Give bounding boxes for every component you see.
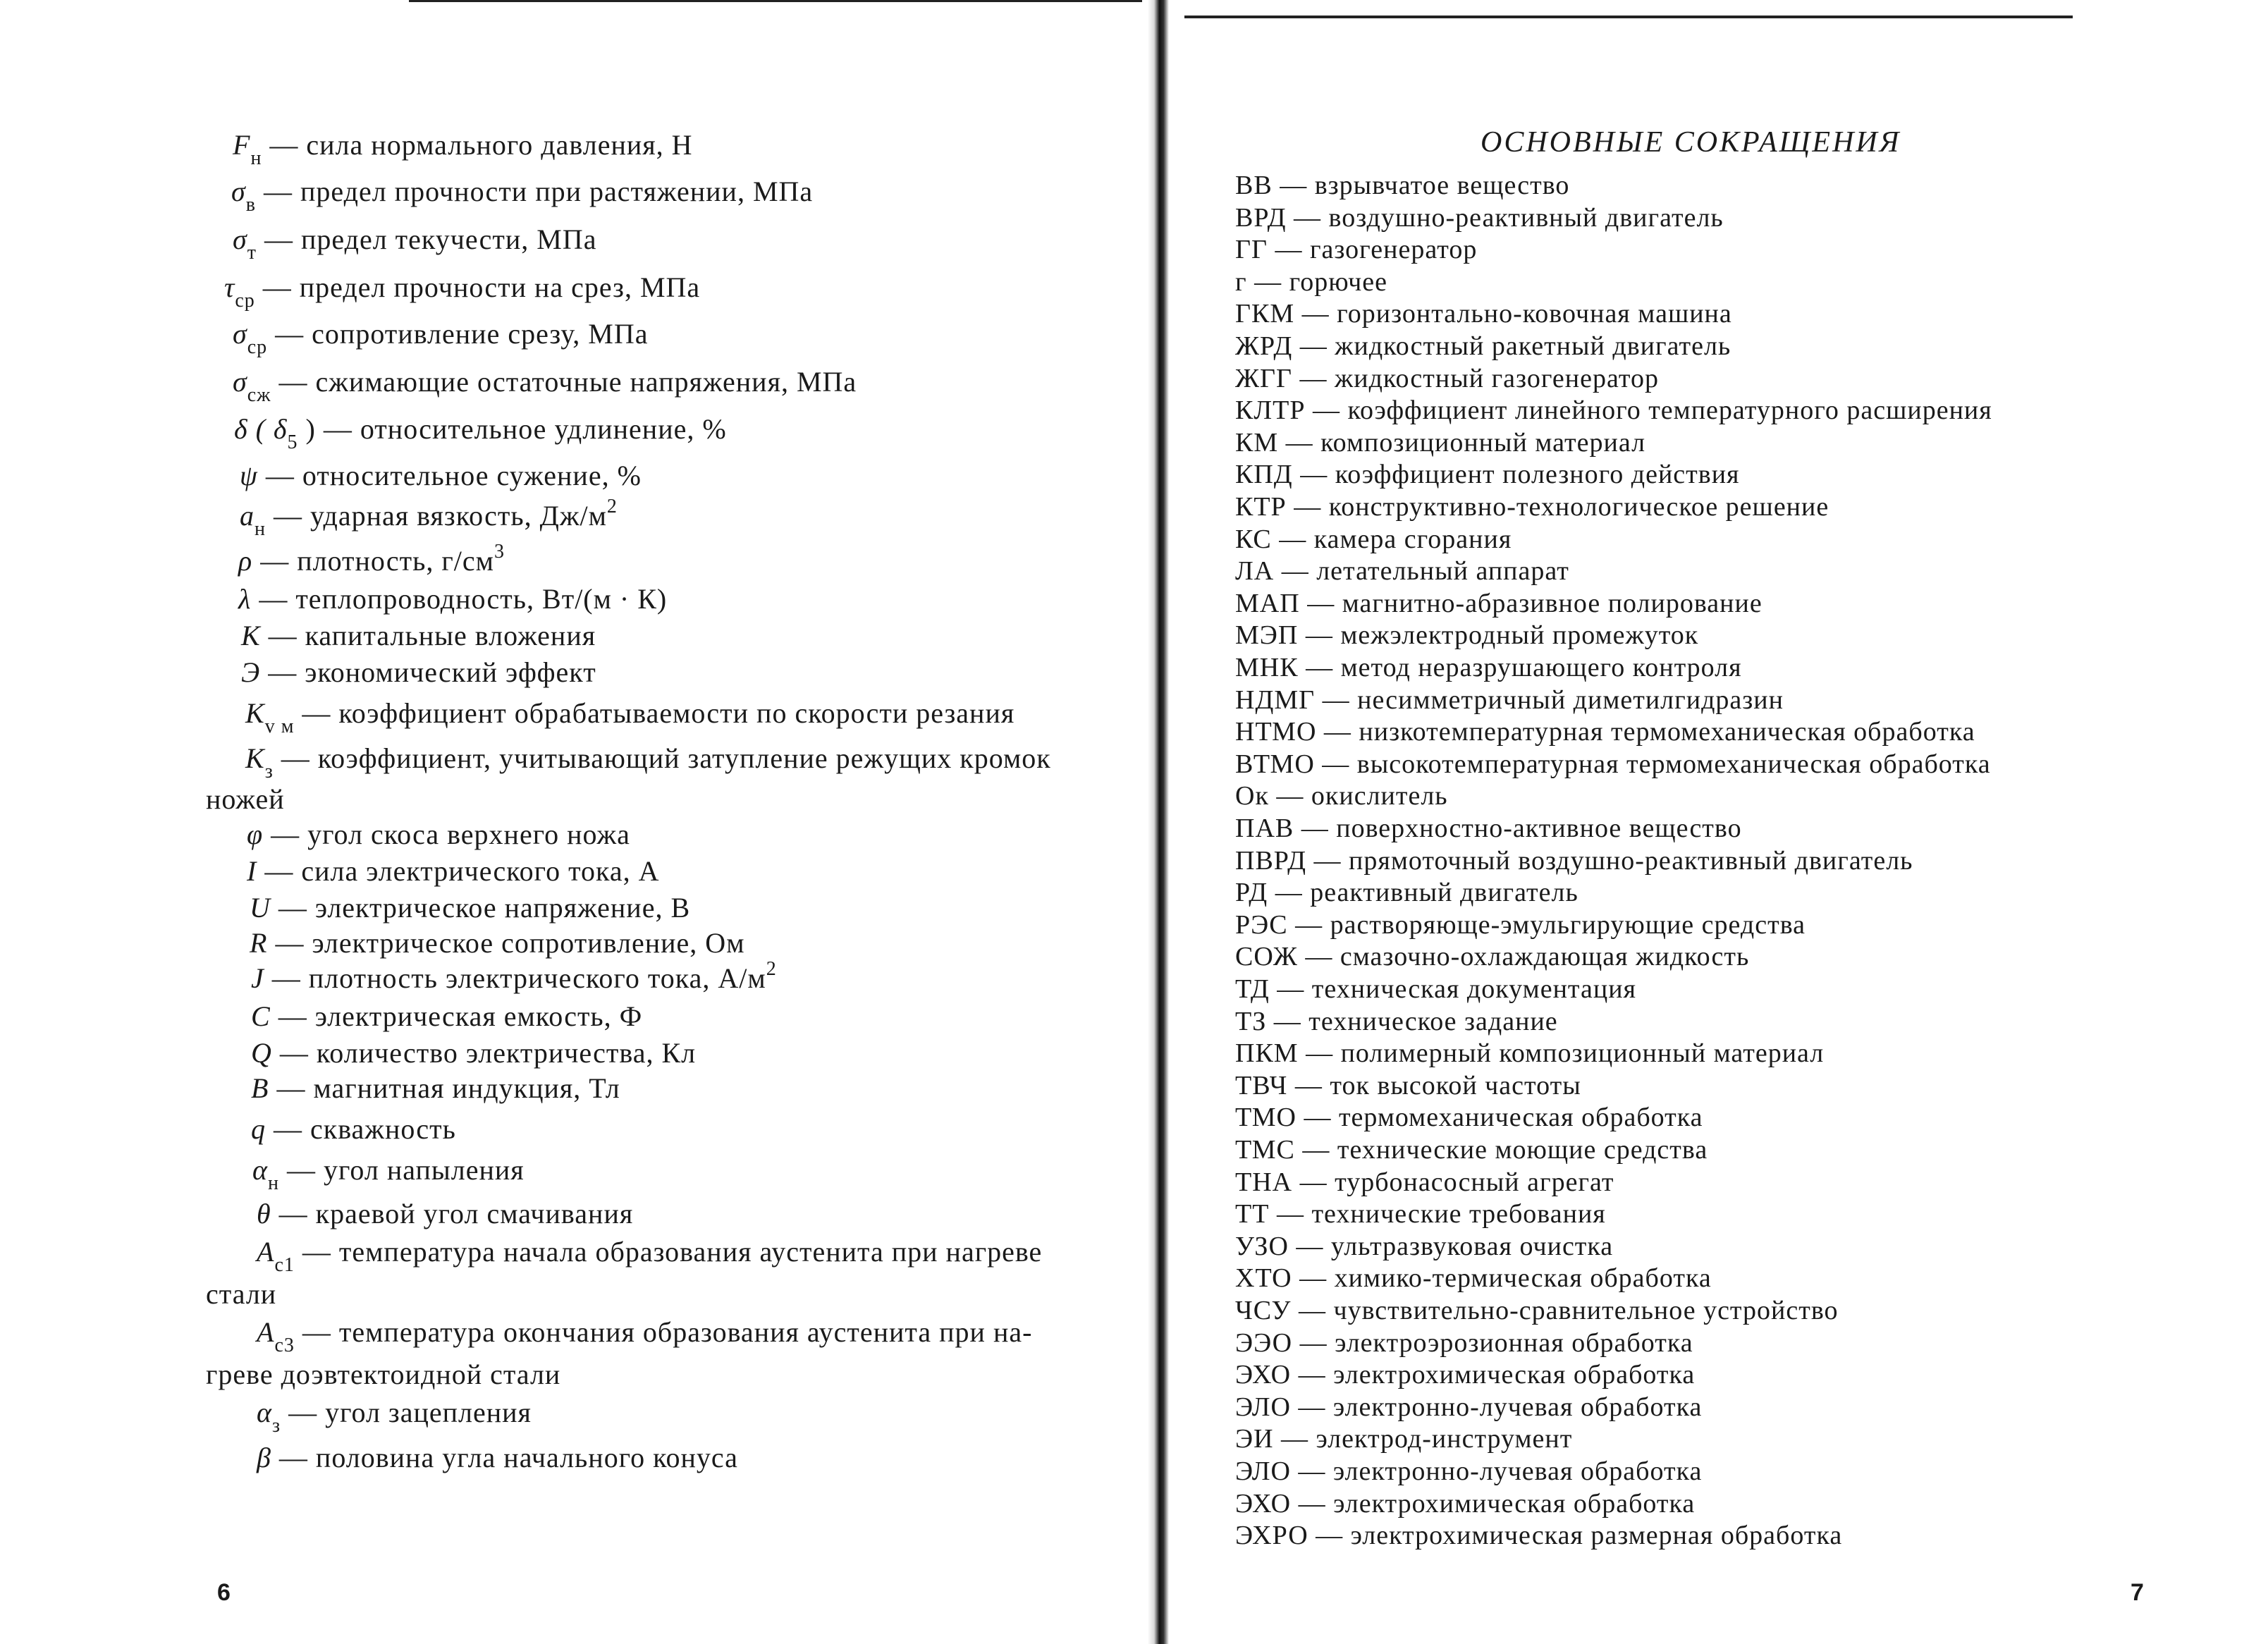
abbreviation-definition: взрывчатое вещество [1314,171,1570,200]
dash: — [1269,974,1312,1004]
symbol-description: ножей [206,783,285,815]
abbreviation-item [1235,523,1512,556]
symbol: B [251,1072,269,1104]
abbreviation-item [1235,651,1742,684]
abbreviation-term: ВВ [1235,171,1273,200]
abbreviation-definition: электрохимическая обработка [1333,1360,1696,1390]
abbreviation-item [1235,716,1975,748]
symbol: К [241,620,261,651]
abbreviation-term: ПКМ [1235,1038,1299,1069]
dash: — [1287,909,1330,940]
dash: — [1266,1006,1309,1036]
abbreviation-term: ТНА [1235,1167,1293,1197]
symbol-description: греве доэвтектоидной стали [206,1358,561,1390]
symbol-description: — температура начала образования аустенита при нагреве [294,1236,1043,1268]
abbreviation-term: ТТ [1235,1199,1270,1229]
symbol: C [251,1000,271,1032]
symbol-description: — теплопроводность, Вт/(м · К) [251,583,668,615]
symbol: α [257,1397,272,1428]
dash: — [1268,878,1311,908]
symbol-line [251,958,777,999]
dash: — [1296,1103,1339,1133]
abbreviation-definition: высокотемпературная термомеханическая обработка [1356,749,1991,779]
dash: — [1286,492,1329,522]
symbol-line [224,271,701,312]
page-number-left: 6 [217,1579,231,1606]
abbreviation-definition: жидкостный газогенератор [1335,363,1659,393]
dash: — [1294,814,1337,843]
symbol-description: — предел прочности при растяжении, МПа [255,176,814,207]
abbreviation-term: МНК [1235,653,1299,682]
abbreviation-item [1235,940,1749,973]
dash: — [1269,1199,1312,1229]
symbol-subscript: ср [235,290,255,312]
abbreviation-definition: конструктивно-технологическое решение [1328,492,1829,522]
symbol: β [257,1442,271,1473]
symbol-description: — сила электрического тока, А [257,855,660,887]
abbreviation-definition: магнитно-абразивное полирование [1342,588,1763,618]
abbreviation-term: СОЖ [1235,942,1298,972]
abbreviation-item [1235,876,1579,909]
abbreviation-item [1235,491,1829,523]
abbreviation-item [1235,1134,1708,1166]
abbreviation-term: ЧСУ [1235,1296,1292,1325]
symbol-line [240,496,618,540]
symbol: I [247,855,257,887]
dash: — [1292,331,1335,361]
abbreviation-definition: коэффициент полезного действия [1335,460,1740,490]
abbreviation-term: ПАВ [1235,814,1294,843]
symbol: λ [238,583,252,615]
abbreviation-definition: электрохимическая размерная обработка [1350,1521,1843,1551]
symbol-description: — коэффициент, учитывающий затупление режущих кромок [273,742,1051,774]
abbreviation-term: ВРД [1235,202,1287,233]
symbol: А [257,1316,275,1348]
abbreviation-item [1235,1294,1839,1327]
dash: — [1288,1231,1331,1261]
unit-superscript: 3 [494,541,505,563]
abbreviation-item [1235,1005,1558,1038]
symbol-description: — половина угла начального конуса [271,1442,738,1473]
abbreviation-term: МАП [1235,588,1300,618]
symbol-line [241,656,596,689]
abbreviation-term: ПВРД [1235,845,1306,876]
symbol-line [206,1358,560,1392]
abbreviation-term: ЛА [1235,556,1275,587]
symbol-line [238,541,505,582]
abbreviation-definition: межэлектродный промежуток [1340,620,1699,651]
symbol-subscript: з [264,761,274,783]
abbreviation-term: ТЗ [1235,1006,1267,1036]
dash: — [1267,235,1310,265]
symbol-line [234,412,727,453]
abbreviation-term: КПД [1235,460,1293,490]
symbol-line [251,1000,642,1033]
symbol-subscript: т [247,242,257,264]
symbol-line [257,1197,633,1231]
symbol-line [233,317,649,358]
abbreviation-definition: термомеханическая обработка [1338,1103,1703,1133]
dash: — [1278,427,1321,458]
dash: — [1286,202,1329,233]
abbreviation-term: КМ [1235,427,1279,458]
abbreviation-item [1235,748,1991,780]
abbreviation-definition: метод неразрушающего контроля [1340,653,1742,682]
symbol: K [245,697,265,729]
abbreviation-item [1235,1423,1572,1455]
abbreviation-item [1235,458,1740,491]
symbol: q [251,1113,266,1145]
abbreviation-term: МЭП [1235,620,1299,651]
symbol-line [231,175,814,216]
abbreviation-item [1235,427,1645,459]
dash: — [1316,717,1359,747]
abbreviation-definition: электронно-лучевая обработка [1332,1456,1703,1486]
abbreviation-term: ЭЭО [1235,1327,1293,1358]
symbol: a [240,500,255,532]
abbreviation-term: ТМС [1235,1135,1295,1165]
dash: — [1291,1488,1334,1519]
symbol-description: — сжимающие остаточные напряжения, МПа [271,366,857,398]
abbreviation-item [1235,909,1806,941]
symbol-line [245,697,1015,737]
symbol-subscript: н [255,518,266,540]
abbreviation-definition: поверхностно-активное вещество [1336,814,1742,843]
dash: — [1291,1360,1334,1390]
dash: — [1291,1296,1334,1325]
abbreviation-item [1235,1166,1614,1198]
symbol-description: — угол зацепления [281,1397,532,1428]
symbol-description: — краевой угол смачивания [271,1198,634,1229]
symbol-description: — электрическое напряжение, В [270,892,691,924]
symbol: σ [233,318,247,350]
abbreviation-term: Ок [1235,781,1269,811]
dash: — [1287,1070,1330,1100]
dash: — [1292,1327,1335,1358]
symbol-line [257,1315,1033,1356]
abbreviation-term: ГКМ [1235,299,1295,329]
symbol-line [257,1235,1043,1276]
symbol-line [240,459,642,493]
dash: — [1306,845,1349,876]
symbol: σ [233,366,247,398]
abbreviation-term: НДМГ [1235,685,1316,715]
abbreviation-definition: полимерный композиционный материал [1340,1038,1825,1069]
abbreviation-definition: летательный аппарат [1316,556,1569,587]
abbreviation-definition: ток высокой частоты [1330,1070,1581,1100]
symbol: ρ [238,545,253,577]
abbreviation-definition: прямоточный воздушно-реактивный двигатель [1349,845,1913,876]
abbreviation-definition: несимметричный диметилгидразин [1357,685,1784,715]
dash: — [1305,395,1348,426]
abbreviation-definition: техническое задание [1308,1006,1558,1036]
abbreviation-term: ЭХО [1235,1360,1292,1390]
dash: — [1294,1135,1337,1165]
abbreviation-term: ЖГГ [1235,363,1292,393]
abbreviation-definition: электронно-лучевая обработка [1332,1392,1703,1422]
abbreviation-item [1235,266,1387,298]
abbreviation-item [1235,233,1477,266]
abbreviation-item [1235,1455,1702,1487]
dash: — [1298,1038,1341,1069]
symbol-description: — относительное сужение, % [257,460,642,491]
abbreviation-definition: смазочно-охлаждающая жидкость [1340,942,1750,972]
symbol-subscript: с3 [274,1335,295,1356]
abbreviation-item [1235,1198,1606,1230]
dash: — [1292,1263,1335,1294]
symbol: α [252,1154,268,1186]
symbol: F [233,129,251,161]
abbreviation-definition: чувствительно-сравнительное устройство [1333,1296,1839,1325]
symbol-description: — сила нормального давления, Н [262,129,693,161]
abbreviation-definition: технические требования [1311,1199,1606,1229]
symbol-description: — капитальные вложения [260,620,596,651]
abbreviation-definition: реактивный двигатель [1310,878,1579,908]
dash: — [1298,620,1341,651]
abbreviation-definition: растворяюще-эмульгирующие средства [1330,909,1806,940]
abbreviation-definition: горизонтально-ковочная машина [1337,299,1732,329]
symbol-description: — сопротивление срезу, МПа [267,318,649,350]
symbol-line [247,854,660,888]
dash: — [1315,685,1358,715]
dash: — [1290,1392,1333,1422]
symbol: ψ [240,460,258,491]
abbreviation-item [1235,587,1763,620]
abbreviation-item [1235,1037,1824,1069]
symbol-line [251,1072,620,1105]
dash: — [1299,588,1342,618]
abbreviation-definition: турбонасосный агрегат [1335,1167,1614,1197]
abbreviation-term: ГГ [1235,235,1268,265]
abbreviation-item [1235,169,1569,202]
dash: — [1274,556,1317,587]
symbol: Q [251,1037,272,1069]
abbreviation-term: ТМО [1235,1103,1297,1133]
abbreviation-item [1235,202,1724,234]
abbreviation-definition: техническая документация [1311,974,1637,1004]
unit-superscript: 2 [766,958,777,980]
abbreviation-definition: ультразвуковая очистка [1330,1231,1614,1261]
page-title: ОСНОВНЫЕ СОКРАЩЕНИЯ [1481,126,1901,159]
symbol-line [250,891,690,925]
symbol-line [251,1112,456,1146]
symbol-subscript: ср [247,336,268,358]
abbreviation-item [1235,1230,1613,1263]
symbol: А [257,1236,275,1268]
symbol-line [257,1396,532,1437]
symbol-line [241,619,596,653]
symbol-description: — электрическое сопротивление, Ом [267,927,745,959]
abbreviation-definition: горючее [1289,266,1388,297]
abbreviation-item [1235,555,1569,587]
symbol-description: ) — относительное удлинение, % [298,413,727,445]
symbol-line [233,365,857,406]
symbol-line [238,582,667,616]
abbreviation-item [1235,684,1784,716]
symbol-description: — ударная вязкость, Дж/м [265,500,607,532]
symbol-subscript: 5 [287,431,298,453]
abbreviation-definition: газогенератор [1309,235,1478,265]
symbol-description: — экономический эффект [260,656,596,688]
abbreviation-term: ЭЛО [1235,1456,1291,1486]
symbol: θ [257,1198,271,1229]
dash: — [1292,460,1335,490]
abbreviation-definition: композиционный материал [1320,427,1646,458]
symbol-description: — скважность [266,1113,456,1145]
symbol-description: — электрическая емкость, Ф [270,1000,643,1032]
symbol-subscript: н [250,147,262,169]
abbreviation-definition: жидкостный ракетный двигатель [1335,331,1731,361]
abbreviation-item [1235,812,1742,845]
dash: — [1268,781,1311,811]
dash: — [1271,524,1314,554]
abbreviation-item [1235,1519,1842,1552]
symbol-line [233,128,693,169]
symbol-line [252,1153,525,1194]
symbol-description: — коэффициент обрабатываемости по скорости резания [294,697,1015,729]
symbol: U [250,892,271,924]
dash: — [1297,942,1340,972]
abbreviation-item [1235,845,1913,877]
dash: — [1246,266,1289,297]
abbreviation-item [1235,973,1636,1005]
symbol: J [251,962,264,994]
symbol-subscript: v м [264,716,295,737]
symbol-description: — температура окончания образования аустенита при на- [294,1316,1033,1348]
abbreviation-term: ТД [1235,974,1270,1004]
symbol-description: — плотность, г/см [252,545,494,577]
symbol: σ [233,223,247,255]
abbreviation-item [1235,1358,1695,1391]
symbol-line [233,223,597,264]
abbreviation-term: ХТО [1235,1263,1292,1294]
abbreviation-term: КЛТР [1235,395,1306,426]
symbol: Э [241,656,261,688]
abbreviation-term: ЖРД [1235,331,1293,361]
symbol-subscript: в [245,194,256,216]
abbreviation-item [1235,330,1731,362]
abbreviation-term: ВТМО [1235,749,1315,779]
abbreviation-definition: технические моющие средства [1337,1135,1708,1165]
abbreviation-definition: электрод-инструмент [1316,1424,1573,1454]
symbol-description: стали [206,1278,277,1310]
symbol-description: — угол напыления [278,1154,525,1186]
abbreviation-term: ЭЛО [1235,1392,1291,1422]
abbreviation-term: РД [1235,878,1268,908]
symbol-description: — магнитная индукция, Тл [269,1072,620,1104]
dash: — [1314,749,1357,779]
abbreviation-item [1235,1391,1702,1423]
abbreviation-term: г [1235,266,1247,297]
abbreviation-definition: окислитель [1311,781,1448,811]
symbol-description: — количество электричества, Кл [271,1037,697,1069]
symbol-line [250,926,745,960]
symbol-subscript: сж [247,384,271,406]
symbol-description: — предел прочности на срез, МПа [255,271,701,303]
book-gutter [1148,0,1169,1644]
abbreviation-item [1235,1262,1712,1294]
symbol: R [250,927,268,959]
symbol: φ [247,818,264,850]
abbreviation-definition: воздушно-реактивный двигатель [1328,202,1724,233]
symbol-line [245,742,1051,783]
dash: — [1272,171,1315,200]
dash: — [1290,1456,1333,1486]
abbreviation-item [1235,394,1992,427]
dash: — [1298,653,1341,682]
unit-superscript: 2 [606,496,618,517]
dash: — [1292,363,1335,393]
page-number-right: 7 [2131,1579,2144,1606]
dash: — [1292,1167,1335,1197]
symbol-subscript: з [272,1415,281,1437]
symbol: τ [224,271,235,303]
abbreviation-term: ЭИ [1235,1424,1274,1454]
abbreviation-definition: низкотемпературная термомеханическая обработка [1359,717,1975,747]
abbreviation-term: КТР [1235,492,1287,522]
scan-top-edge-right [1184,16,2073,18]
abbreviation-item [1235,1327,1693,1359]
abbreviation-definition: камера сгорания [1313,524,1512,554]
abbreviation-term: ТВЧ [1235,1070,1288,1100]
abbreviation-term: РЭС [1235,909,1288,940]
abbreviation-item [1235,1069,1581,1102]
symbol-line [251,1036,696,1070]
abbreviation-item [1235,362,1659,395]
symbol-line [247,818,630,852]
symbol: δ ( δ [234,413,288,445]
abbreviation-definition: коэффициент линейного температурного расширения [1347,395,1992,426]
abbreviation-term: ЭХО [1235,1488,1292,1519]
abbreviation-definition: электроэрозионная обработка [1335,1327,1693,1358]
dash: — [1294,299,1337,329]
abbreviation-term: ЭХРО [1235,1521,1308,1551]
symbol-subscript: н [268,1172,279,1194]
symbol-description: — угол скоса верхнего ножа [263,818,630,850]
symbol-description: — предел текучести, МПа [256,223,597,255]
abbreviation-item [1235,1487,1695,1520]
symbol-line [257,1441,738,1475]
abbreviation-term: КС [1235,524,1272,554]
symbol: K [245,742,265,774]
abbreviation-definition: электрохимическая обработка [1333,1488,1696,1519]
symbol-subscript: с1 [274,1254,295,1276]
abbreviation-item [1235,780,1448,812]
abbreviation-item [1235,1101,1703,1134]
abbreviation-term: НТМО [1235,717,1317,747]
dash: — [1308,1521,1351,1551]
symbol-description: — плотность электрического тока, А/м [264,962,766,994]
abbreviation-definition: химико-термическая обработка [1334,1263,1712,1294]
symbol-line [206,1277,276,1311]
abbreviation-item [1235,297,1732,330]
dash: — [1273,1424,1316,1454]
abbreviation-item [1235,619,1698,651]
abbreviation-term: УЗО [1235,1231,1289,1261]
symbol-line [206,783,285,816]
symbol: σ [231,176,246,207]
